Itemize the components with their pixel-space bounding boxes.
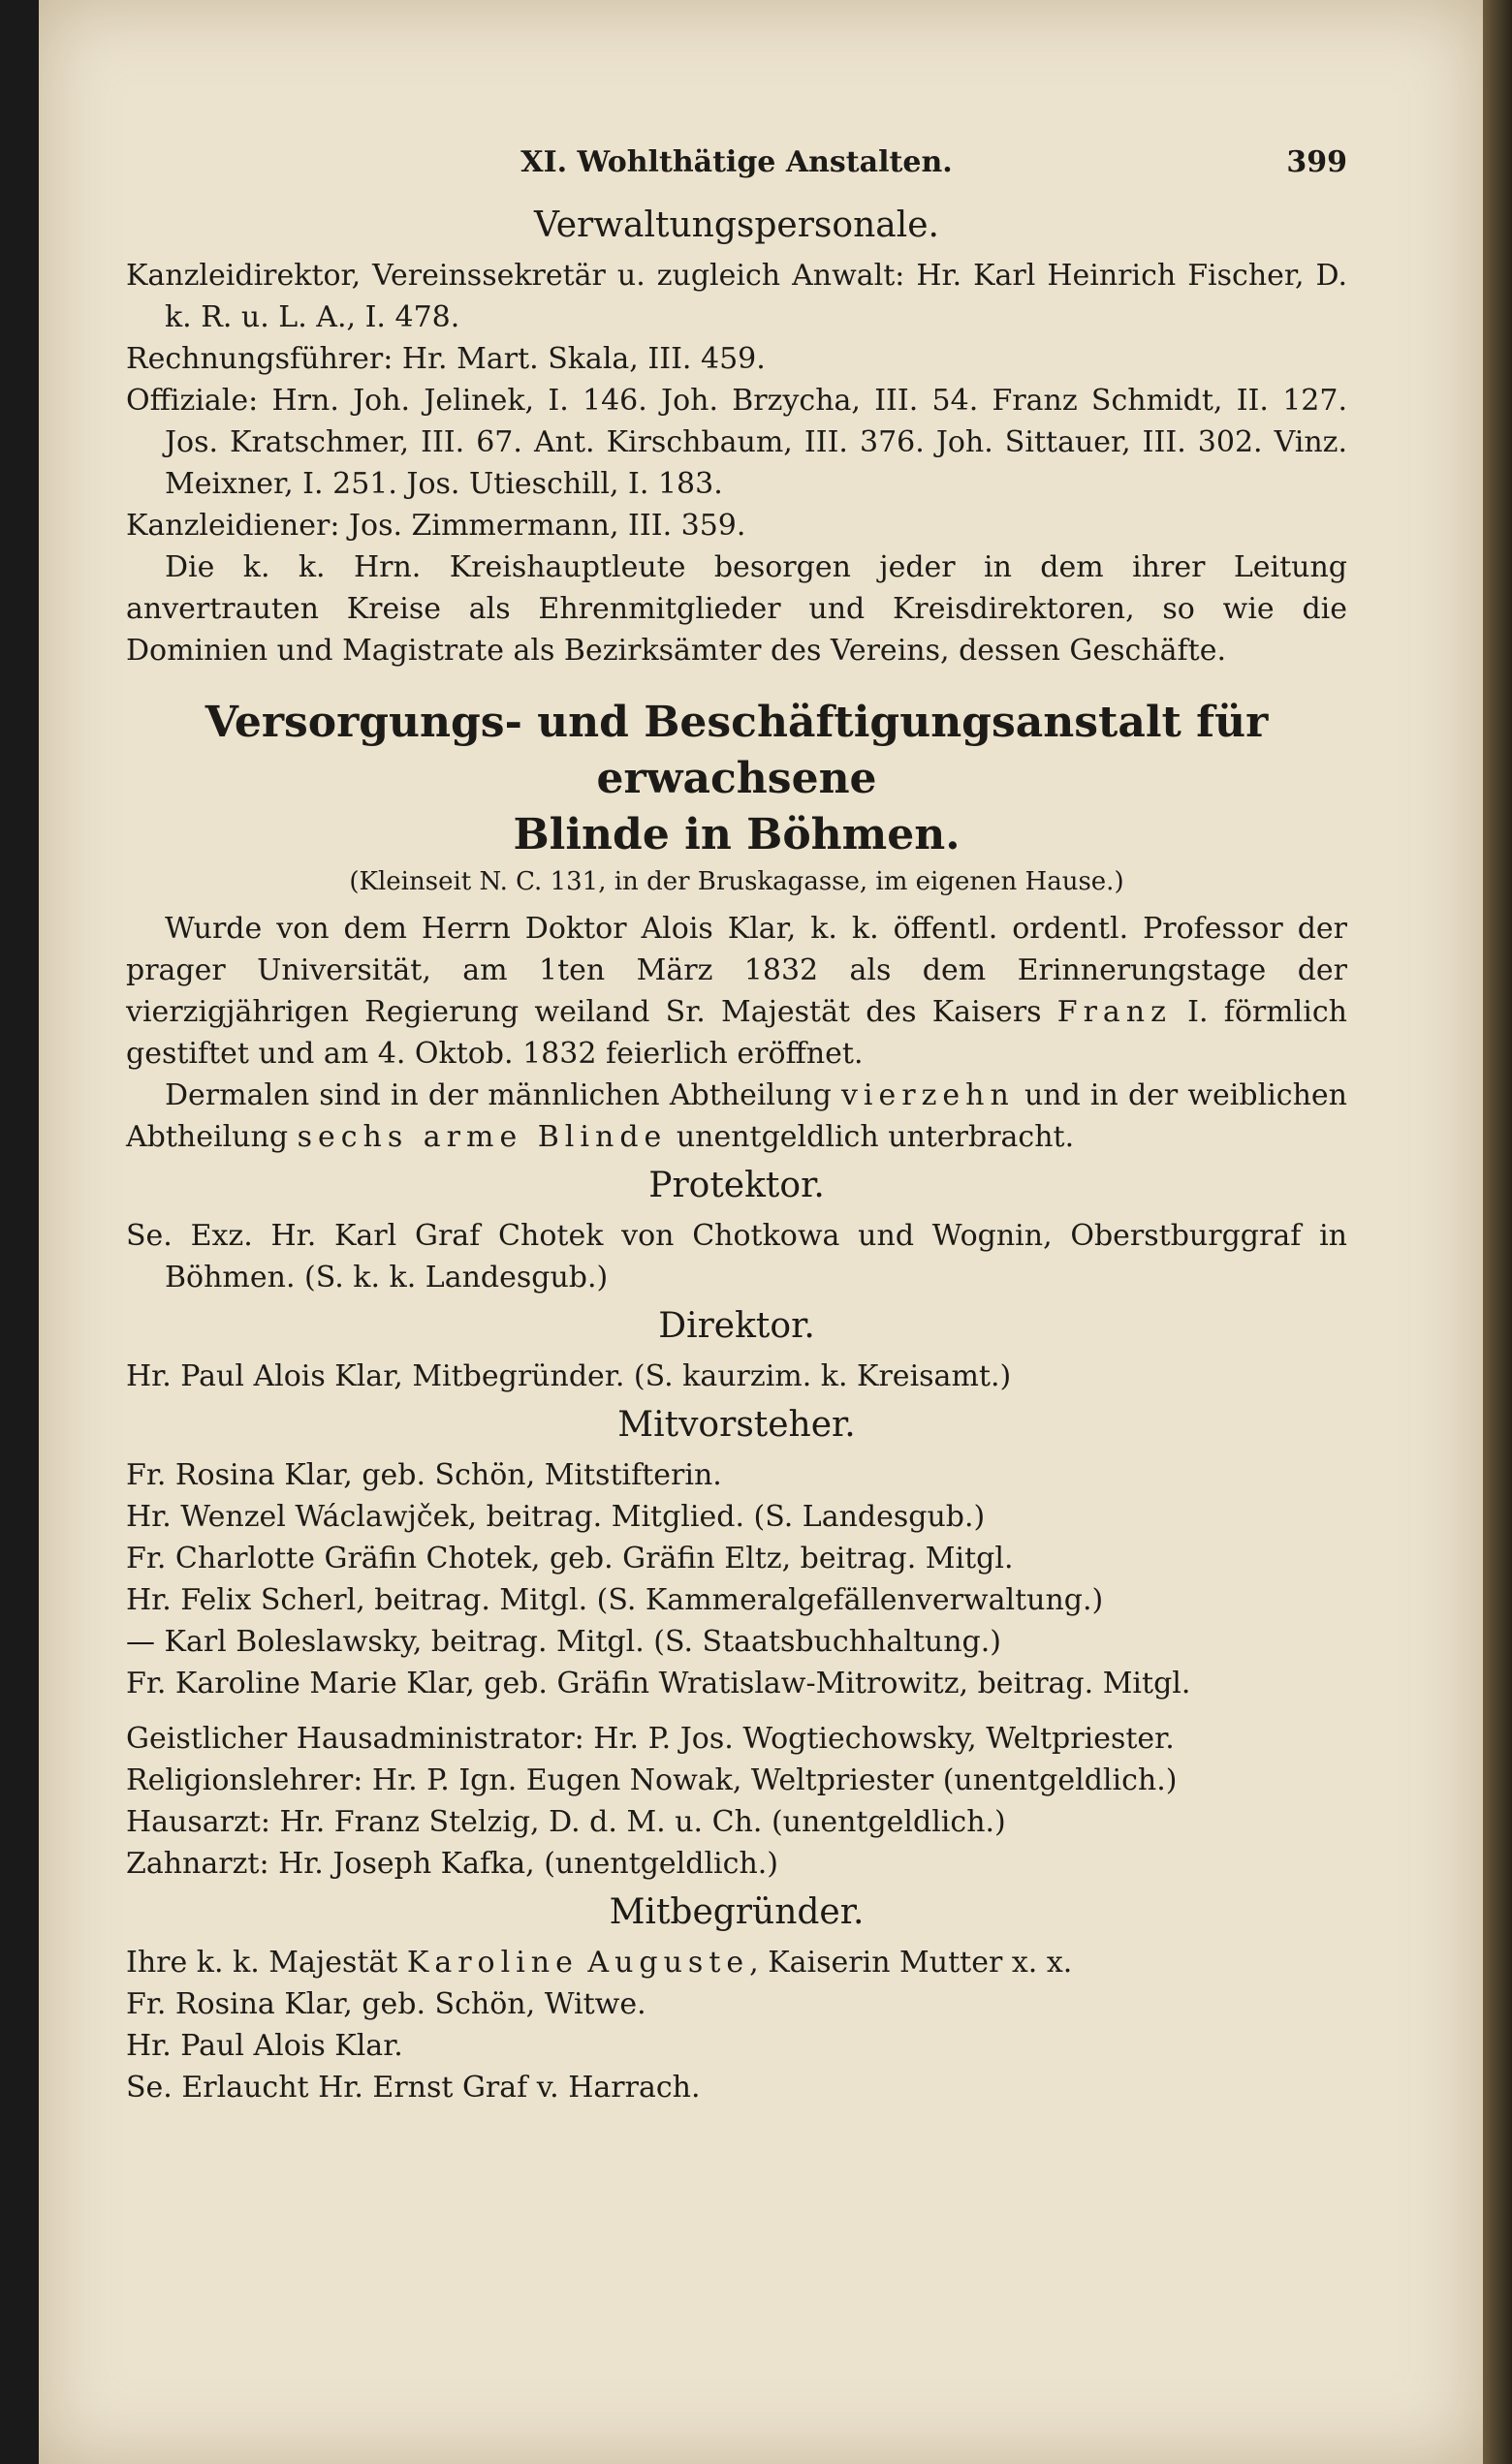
section-title-line1: Versorgungs- und Beschäftigungsanstalt für erwachsene [205,698,1269,803]
entry-zahnarzt: Zahnarzt: Hr. Joseph Kafka, (unentgeldlich.) [126,1847,779,1881]
address-note: (Kleinseit N. C. 131, in der Bruskagasse, im eigenen Hause.) [349,867,1124,896]
section-title-line2: Blinde in Böhmen. [513,810,961,859]
residents-text-c: unentgeldlich unterbracht. [676,1120,1075,1154]
founding-text-a: Wurde von dem Herrn Doktor Alois Klar, k. k. öffentl. ordentl. Professor der prager Universität, am 1ten März 1832 als dem Erinnerungstage der vierzigjährigen Regierung weiland Sr. Majestät des Kaisers [126,912,1347,1029]
residents-text-b: und in der weiblichen Abtheilung [126,1078,1347,1154]
page-content [126,145,1347,2108]
entry-mitbegruender [126,1942,1347,1983]
paragraph-kreishauptleute: Die k. k. Hrn. Kreishauptleute besorgen jeder in dem ihrer Leitung anvertrauten Kreise als Ehrenmitglieder und Kreisdirektoren, so wie die Dominien und Magistrate als Bezirksämter des Vereins, dessen Geschäfte. [126,550,1347,668]
entry-mitvorsteher: Fr. Charlotte Gräfin Chotek, geb. Gräfin Eltz, beitrag. Mitgl. [126,1542,1014,1575]
heading-mitvorsteher: Mitvorsteher. [617,1405,856,1445]
paragraph-founding [126,908,1347,1075]
residents-text-a: Dermalen sind in der männlichen Abtheilung [165,1078,832,1112]
entry-mitvorsteher: Fr. Rosina Klar, geb. Schön, Mitstifterin. [126,1458,722,1492]
running-header [126,145,1347,194]
entry-hausadministrator: Geistlicher Hausadministrator: Hr. P. Jos. Wogtiechowsky, Weltpriester. [126,1722,1175,1756]
entry-religionslehrer: Religionslehrer: Hr. P. Ign. Eugen Nowak, Weltpriester (unentgeldlich.) [126,1763,1178,1797]
entry-hausarzt: Hausarzt: Hr. Franz Stelzig, D. d. M. u. Ch. (unentgeldlich.) [126,1805,1006,1839]
heading-mitbegruender: Mitbegründer. [609,1892,865,1932]
entry-kanzleidirektor: Kanzleidirektor, Vereinssekretär u. zugleich Anwalt: Hr. Karl Heinrich Fischer, D. k. R. u. L. A., I. 478. [126,259,1347,334]
spacer [126,1704,1347,1718]
empress-title: Ihre k. k. Majestät [126,1946,398,1980]
empress-first-name: Karoline [406,1946,579,1980]
heading-direktor: Direktor. [658,1306,815,1346]
heading-protektor: Protektor. [648,1166,825,1205]
residents-count-female: sechs arme Blinde [297,1120,668,1154]
residents-count-male: vierzehn [840,1078,1015,1112]
empress-second-name: Auguste [587,1946,750,1980]
entry-mitvorsteher: — Karl Boleslawsky, beitrag. Mitgl. (S. Staatsbuchhaltung.) [126,1625,1001,1659]
heading-verwaltungspersonale: Verwaltungspersonale. [534,205,939,245]
paragraph-residents [126,1075,1347,1158]
founding-emperor-name: Franz [1056,995,1172,1029]
running-title: XI. Wohlthätige Anstalten. [520,145,953,179]
entry-mitbegruender: Se. Erlaucht Hr. Ernst Graf v. Harrach. [126,2071,701,2105]
section-title-blindenanstalt [126,695,1347,863]
entry-mitvorsteher: Hr. Wenzel Wáclawjček, beitrag. Mitglied. (S. Landesgub.) [126,1500,986,1534]
entry-rechnungsfuehrer: Rechnungsführer: Hr. Mart. Skala, III. 459. [126,342,766,376]
empress-suffix: , Kaiserin Mutter x. x. [749,1946,1073,1980]
founding-text-b: I. förmlich gestiftet und am 4. Oktob. 1832 feierlich eröffnet. [126,995,1347,1071]
entry-direktor: Hr. Paul Alois Klar, Mitbegründer. (S. kaurzim. k. Kreisamt.) [126,1359,1012,1393]
entry-mitvorsteher: Fr. Karoline Marie Klar, geb. Gräfin Wratislaw-Mitrowitz, beitrag. Mitgl. [126,1667,1191,1700]
page-number: 399 [1286,145,1347,179]
book-page [39,0,1483,2464]
entry-mitbegruender: Hr. Paul Alois Klar. [126,2029,403,2063]
entry-mitvorsteher: Hr. Felix Scherl, beitrag. Mitgl. (S. Kammeralgefällenverwaltung.) [126,1583,1104,1617]
entry-protektor: Se. Exz. Hr. Karl Graf Chotek von Chotkowa und Wognin, Oberstburggraf in Böhmen. (S. k. k. Landesgub.) [126,1219,1347,1294]
entry-kanzleidiener: Kanzleidiener: Jos. Zimmermann, III. 359. [126,509,746,543]
entry-offiziale: Offiziale: Hrn. Joh. Jelinek, I. 146. Joh. Brzycha, III. 54. Franz Schmidt, II. 127. Jos. Kratschmer, III. 67. Ant. Kirschbaum, III. 376. Joh. Sittauer, III. 302. Vinz. Meixner, I. 251. Jos. Utieschill, I. 183. [126,384,1347,501]
book-spine-edge [1483,0,1512,2464]
entry-mitbegruender: Fr. Rosina Klar, geb. Schön, Witwe. [126,1987,646,2021]
